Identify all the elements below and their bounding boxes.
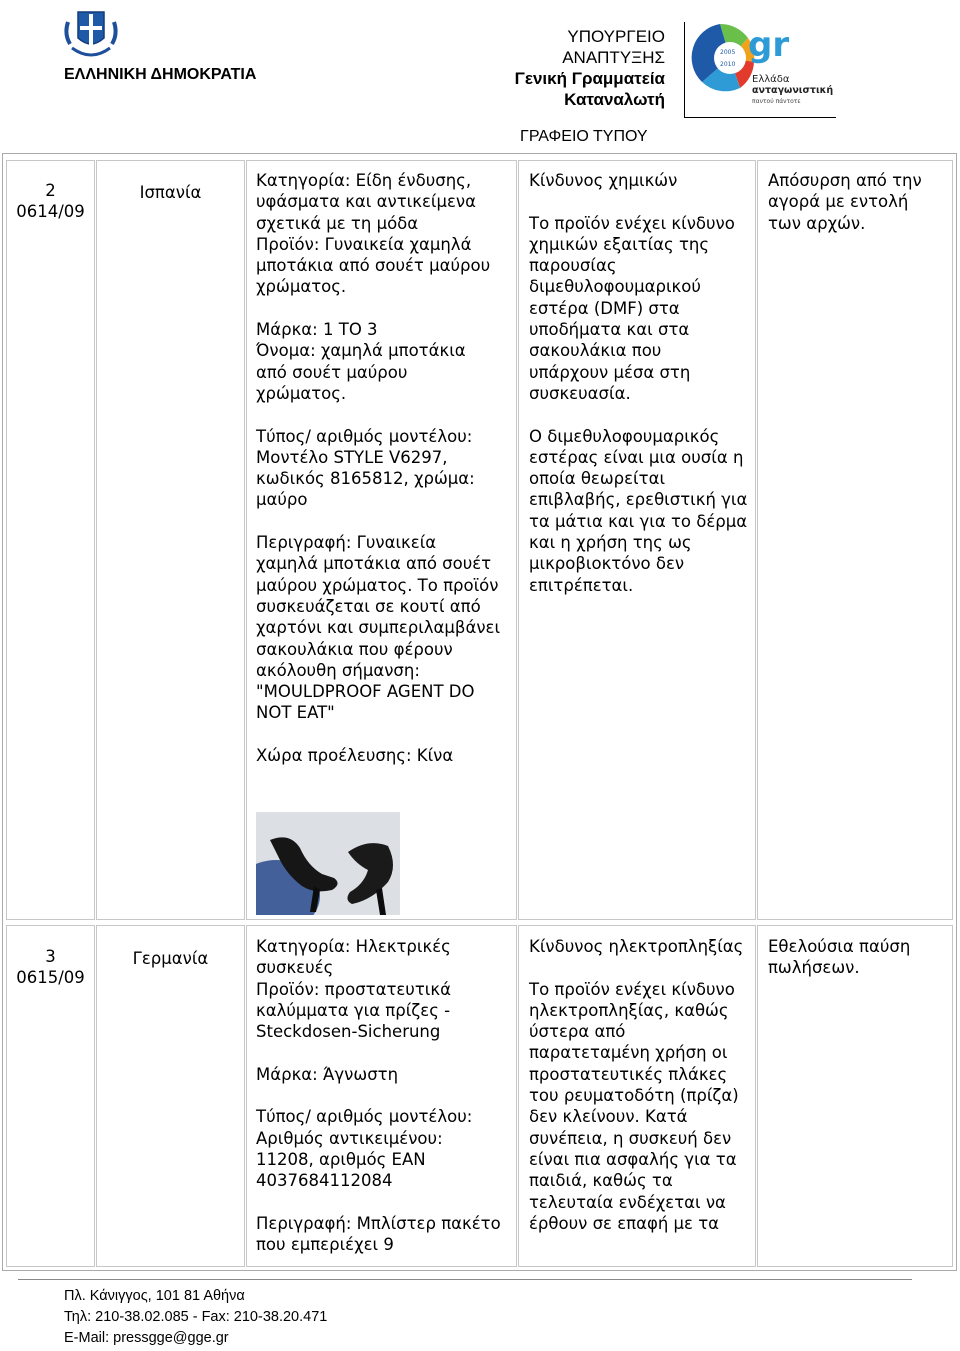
row-country: Ισπανία bbox=[139, 183, 202, 202]
table-cell-no bbox=[6, 160, 95, 920]
ministry-line: Γενική Γραμματεία bbox=[514, 69, 665, 88]
header-divider bbox=[684, 22, 685, 118]
ministry-line: ΑΝΑΠΤΥΞΗΣ bbox=[562, 48, 665, 67]
row-number: 3 0615/09 bbox=[16, 947, 85, 988]
press-office-title: ΓΡΑΦΕΙΟ ΤΥΠΟΥ bbox=[520, 128, 648, 145]
ministry-name bbox=[515, 26, 665, 110]
footer-email: E-Mail: pressgge@gge.gr bbox=[64, 1330, 229, 1346]
black-suede-ankle-boots-photo bbox=[256, 812, 400, 915]
greek-coat-of-arms-emblem bbox=[62, 4, 120, 64]
table-cell-country bbox=[96, 925, 245, 1267]
logo-tagline: παντού πάντοτε bbox=[752, 98, 801, 105]
row-risk-description: Κίνδυνος χημικών Το προϊόν ενέχει κίνδυνο χημικών εξαιτίας της παρουσίας διμεθυλοφουμαρικού εστέρα (DMF) στα υποδήματα και στα σακουλάκια που υπάρχουν μέσα στη συσκευασία. Ο διμεθυλοφουμαρικός εστέρας είναι μια ουσία η οποία θεωρείται επιβλαβής, ερεθιστική για τα μάτια και για το δέρμα και η χρήση της ως μικροβιοκτόνο δεν επιτρέπεται. bbox=[529, 171, 748, 595]
table-cell-country bbox=[96, 160, 245, 920]
header-divider bbox=[684, 117, 836, 118]
footer-phone: Τηλ: 210-38.02.085 - Fax: 210-38.20.471 bbox=[64, 1309, 328, 1325]
logo-name-1: Ελλάδα bbox=[752, 74, 790, 85]
logo-year-top: 2005 bbox=[720, 49, 736, 56]
greece-competitive-gr-logo bbox=[690, 18, 840, 108]
row-risk-description: Κίνδυνος ηλεκτροπληξίας Το προϊόν ενέχει κίνδυνο ηλεκτροπληξίας, καθώς ύστερα από παρατεταμένη χρήση οι προστατευτικές πλάκες του ρευματοδότη (πρίζα) δεν κλείνουν. Κατά συνέπεια, η συσκευή δεν είναι πια ασφαλής για τα παιδιά, καθώς τα τελευταία ενδέχεται να έρθουν σε επαφή με τα bbox=[529, 937, 744, 1233]
footer-divider bbox=[18, 1279, 912, 1280]
row-number: 2 0614/09 bbox=[16, 181, 85, 222]
footer-address: Πλ. Κάνιγγος, 101 81 Αθήνα bbox=[64, 1288, 245, 1304]
row-product-description: Κατηγορία: Ηλεκτρικές συσκευές Προϊόν: προστατευτικά καλύμματα για πρίζες - Steckdosen-Sicherung Μάρκα: Άγνωστη Τύπος/ αριθμός μοντέλου: Αριθμός αντικειμένου: 11208, αριθμός EAN 4037684112084 Περιγραφή: Μπλίστερ πακέτο που εμπεριέχει 9 bbox=[256, 937, 501, 1255]
republic-title: ΕΛΛΗΝΙΚΗ ΔΗΜΟΚΡΑΤΙΑ bbox=[64, 66, 257, 83]
row-measures: Εθελούσια παύση πωλήσεων. bbox=[768, 937, 911, 978]
logo-name-2: ανταγωνιστική bbox=[752, 85, 834, 96]
row-country: Γερμανία bbox=[132, 949, 209, 968]
row-product-description: Κατηγορία: Είδη ένδυσης, υφάσματα και αντικείμενα σχετικά με τη μόδα Προϊόν: Γυναικεία χαμηλά μποτάκια από σουέτ μαύρου χρώματος. Μάρκα: 1 TO 3 Όνομα: χαμηλά μποτάκια από σουέτ μαύρου χρώματος. Τύπος/ αριθμός μοντέλου: Μοντέλο STYLE V6297, κωδικός 8165812, χρώμα: μαύρο Περιγραφή: Γυναικεία χαμηλά μποτάκια από σουέτ μαύρου χρώματος. Το προϊόν συσκευάζεται σε κουτί από χαρτόνι και συμπεριλαμβάνει σακουλάκια που φέρουν ακόλουθη σήμανση: "MOULDPROOF AGENT DO NOT EAT" Χώρα προέλευσης: Κίνα bbox=[256, 171, 501, 766]
ministry-line: ΥΠΟΥΡΓΕΙΟ bbox=[567, 27, 665, 46]
logo-year-bottom: 2010 bbox=[720, 61, 736, 68]
logo-mark: gr bbox=[748, 25, 790, 65]
ministry-line: Καταναλωτή bbox=[564, 90, 665, 109]
table-cell-measure bbox=[757, 160, 953, 920]
row-measures: Απόσυρση από την αγορά με εντολή των αρχών. bbox=[768, 171, 922, 233]
